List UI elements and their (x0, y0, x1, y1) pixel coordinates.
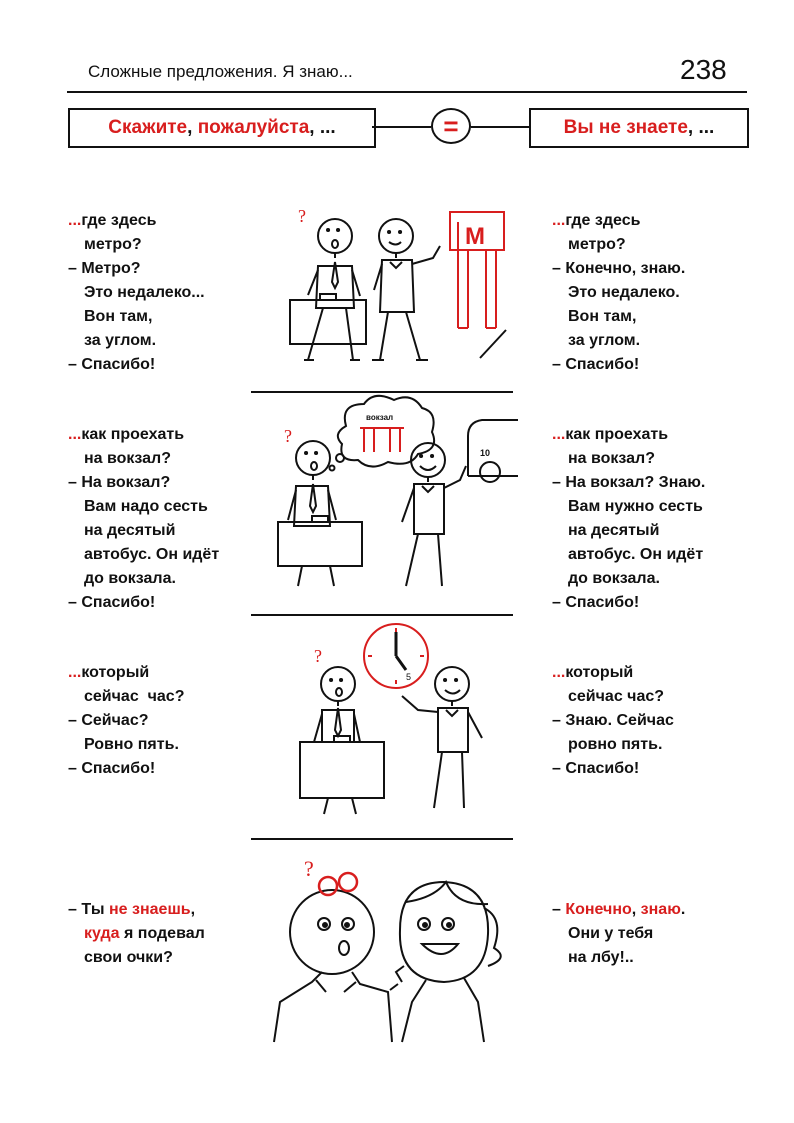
question-mark-icon: ? (284, 426, 292, 446)
dialog-text: я подевал (119, 925, 205, 942)
dialog-1-left (68, 209, 205, 377)
question-mark-icon: ? (314, 646, 322, 666)
dialog-1-right (552, 209, 685, 377)
dialog-line: до вокзала. (568, 570, 660, 587)
dialog-line: – Спасибо! (68, 356, 156, 373)
dialog-line: – Конечно, знаю. (552, 260, 686, 277)
ellipsis: ... (68, 212, 82, 229)
formula-left-tail: , ... (309, 117, 336, 138)
illustration-station (268, 396, 518, 596)
ellipsis: ... (68, 426, 82, 443)
dialog-line: метро? (84, 236, 142, 253)
dialog-2-right (552, 423, 705, 615)
highlight-text: знаю (640, 901, 681, 918)
dialog-line: – Сейчас? (68, 712, 149, 729)
section-divider (251, 391, 513, 393)
dialog-line: Ровно пять. (84, 736, 179, 753)
dialog-line: – Спасибо! (552, 594, 640, 611)
metro-sign-letter: М (465, 223, 485, 250)
dialog-line: Вон там, (84, 308, 153, 325)
dialog-line: Вам надо сесть (84, 498, 208, 515)
dialog-line: на вокзал? (568, 450, 655, 467)
illustration-glasses (252, 852, 502, 1042)
dialog-text: – (552, 901, 566, 918)
dialog-line: – Спасибо! (552, 356, 640, 373)
dialog-line: на десятый (568, 522, 660, 539)
dialog-line: ровно пять. (568, 736, 663, 753)
dialog-line: Это недалеко... (84, 284, 205, 301)
formula-left-box (68, 108, 376, 148)
dialog-line: – Спасибо! (68, 594, 156, 611)
dialog-line: на вокзал? (84, 450, 171, 467)
formula-connector-left (372, 126, 431, 128)
question-mark-icon: ? (304, 856, 314, 881)
dialog-line: как проехать (565, 426, 669, 443)
dialog-line: – На вокзал? Знаю. (552, 474, 706, 491)
dialog-4-left (68, 898, 205, 970)
dialog-line: на лбу!.. (568, 949, 634, 966)
equals-sign: = (431, 108, 471, 144)
dialog-line: Вон там, (568, 308, 637, 325)
page-header-title: Сложные предложения. Я знаю... (88, 62, 353, 81)
formula-connector-right (471, 126, 529, 128)
dialog-line: до вокзала. (84, 570, 176, 587)
header-divider (67, 91, 747, 93)
dialog-line: который (565, 664, 634, 681)
dialog-line: на десятый (84, 522, 176, 539)
illustration-clock (290, 618, 500, 818)
dialog-line: автобус. Он идёт (568, 546, 704, 563)
ellipsis: ... (552, 426, 566, 443)
ellipsis: ... (552, 664, 566, 681)
dialog-line: где здесь (81, 212, 157, 229)
dialog-line: который (81, 664, 150, 681)
ellipsis: ... (68, 664, 82, 681)
highlight-text: Конечно (565, 901, 632, 918)
clock-label: 5 (406, 672, 412, 682)
formula-left-rest: пожалуйста (197, 117, 310, 138)
formula-right-box (529, 108, 749, 148)
formula-right-main: Вы не знаете (563, 117, 688, 138)
dialog-2-left (68, 423, 219, 615)
formula-right-tail: , ... (687, 117, 715, 138)
dialog-text: , (631, 901, 641, 918)
dialog-line: Вам нужно сесть (568, 498, 703, 515)
dialog-line: – Метро? (68, 260, 141, 277)
ellipsis: ... (552, 212, 566, 229)
dialog-text: . (680, 901, 686, 918)
dialog-line: Они у тебя (568, 925, 654, 942)
dialog-line: как проехать (81, 426, 185, 443)
section-divider (251, 838, 513, 840)
highlight-text: не знаешь (109, 901, 191, 918)
dialog-line: – Спасибо! (552, 760, 640, 777)
dialog-line: сейчас час? (568, 688, 665, 705)
dialog-line: свои очки? (84, 949, 173, 966)
bubble-sign-text: вокзал (366, 413, 394, 422)
dialog-line: сейчас час? (84, 688, 185, 705)
dialog-text: , (190, 901, 196, 918)
dialog-3-left (68, 661, 184, 781)
dialog-line: Это недалеко. (568, 284, 680, 301)
dialog-line: за углом. (568, 332, 641, 349)
dialog-line: – Спасибо! (68, 760, 156, 777)
formula-left-comma: , (187, 117, 193, 138)
dialog-line: метро? (568, 236, 626, 253)
dialog-3-right (552, 661, 674, 781)
illustration-metro (268, 200, 518, 370)
formula-left-main: Скажите (108, 117, 188, 138)
bus-number: 10 (480, 448, 491, 458)
highlight-text: куда (84, 925, 120, 942)
dialog-text: – Ты (68, 901, 110, 918)
dialog-line: за углом. (84, 332, 157, 349)
dialog-line: – Знаю. Сейчас (552, 712, 674, 729)
dialog-line: где здесь (565, 212, 641, 229)
dialog-line: автобус. Он идёт (84, 546, 220, 563)
dialog-4-right (552, 898, 685, 970)
question-mark-icon: ? (298, 206, 306, 226)
page-number: 238 (680, 54, 727, 85)
section-divider (251, 614, 513, 616)
dialog-line: – На вокзал? (68, 474, 171, 491)
